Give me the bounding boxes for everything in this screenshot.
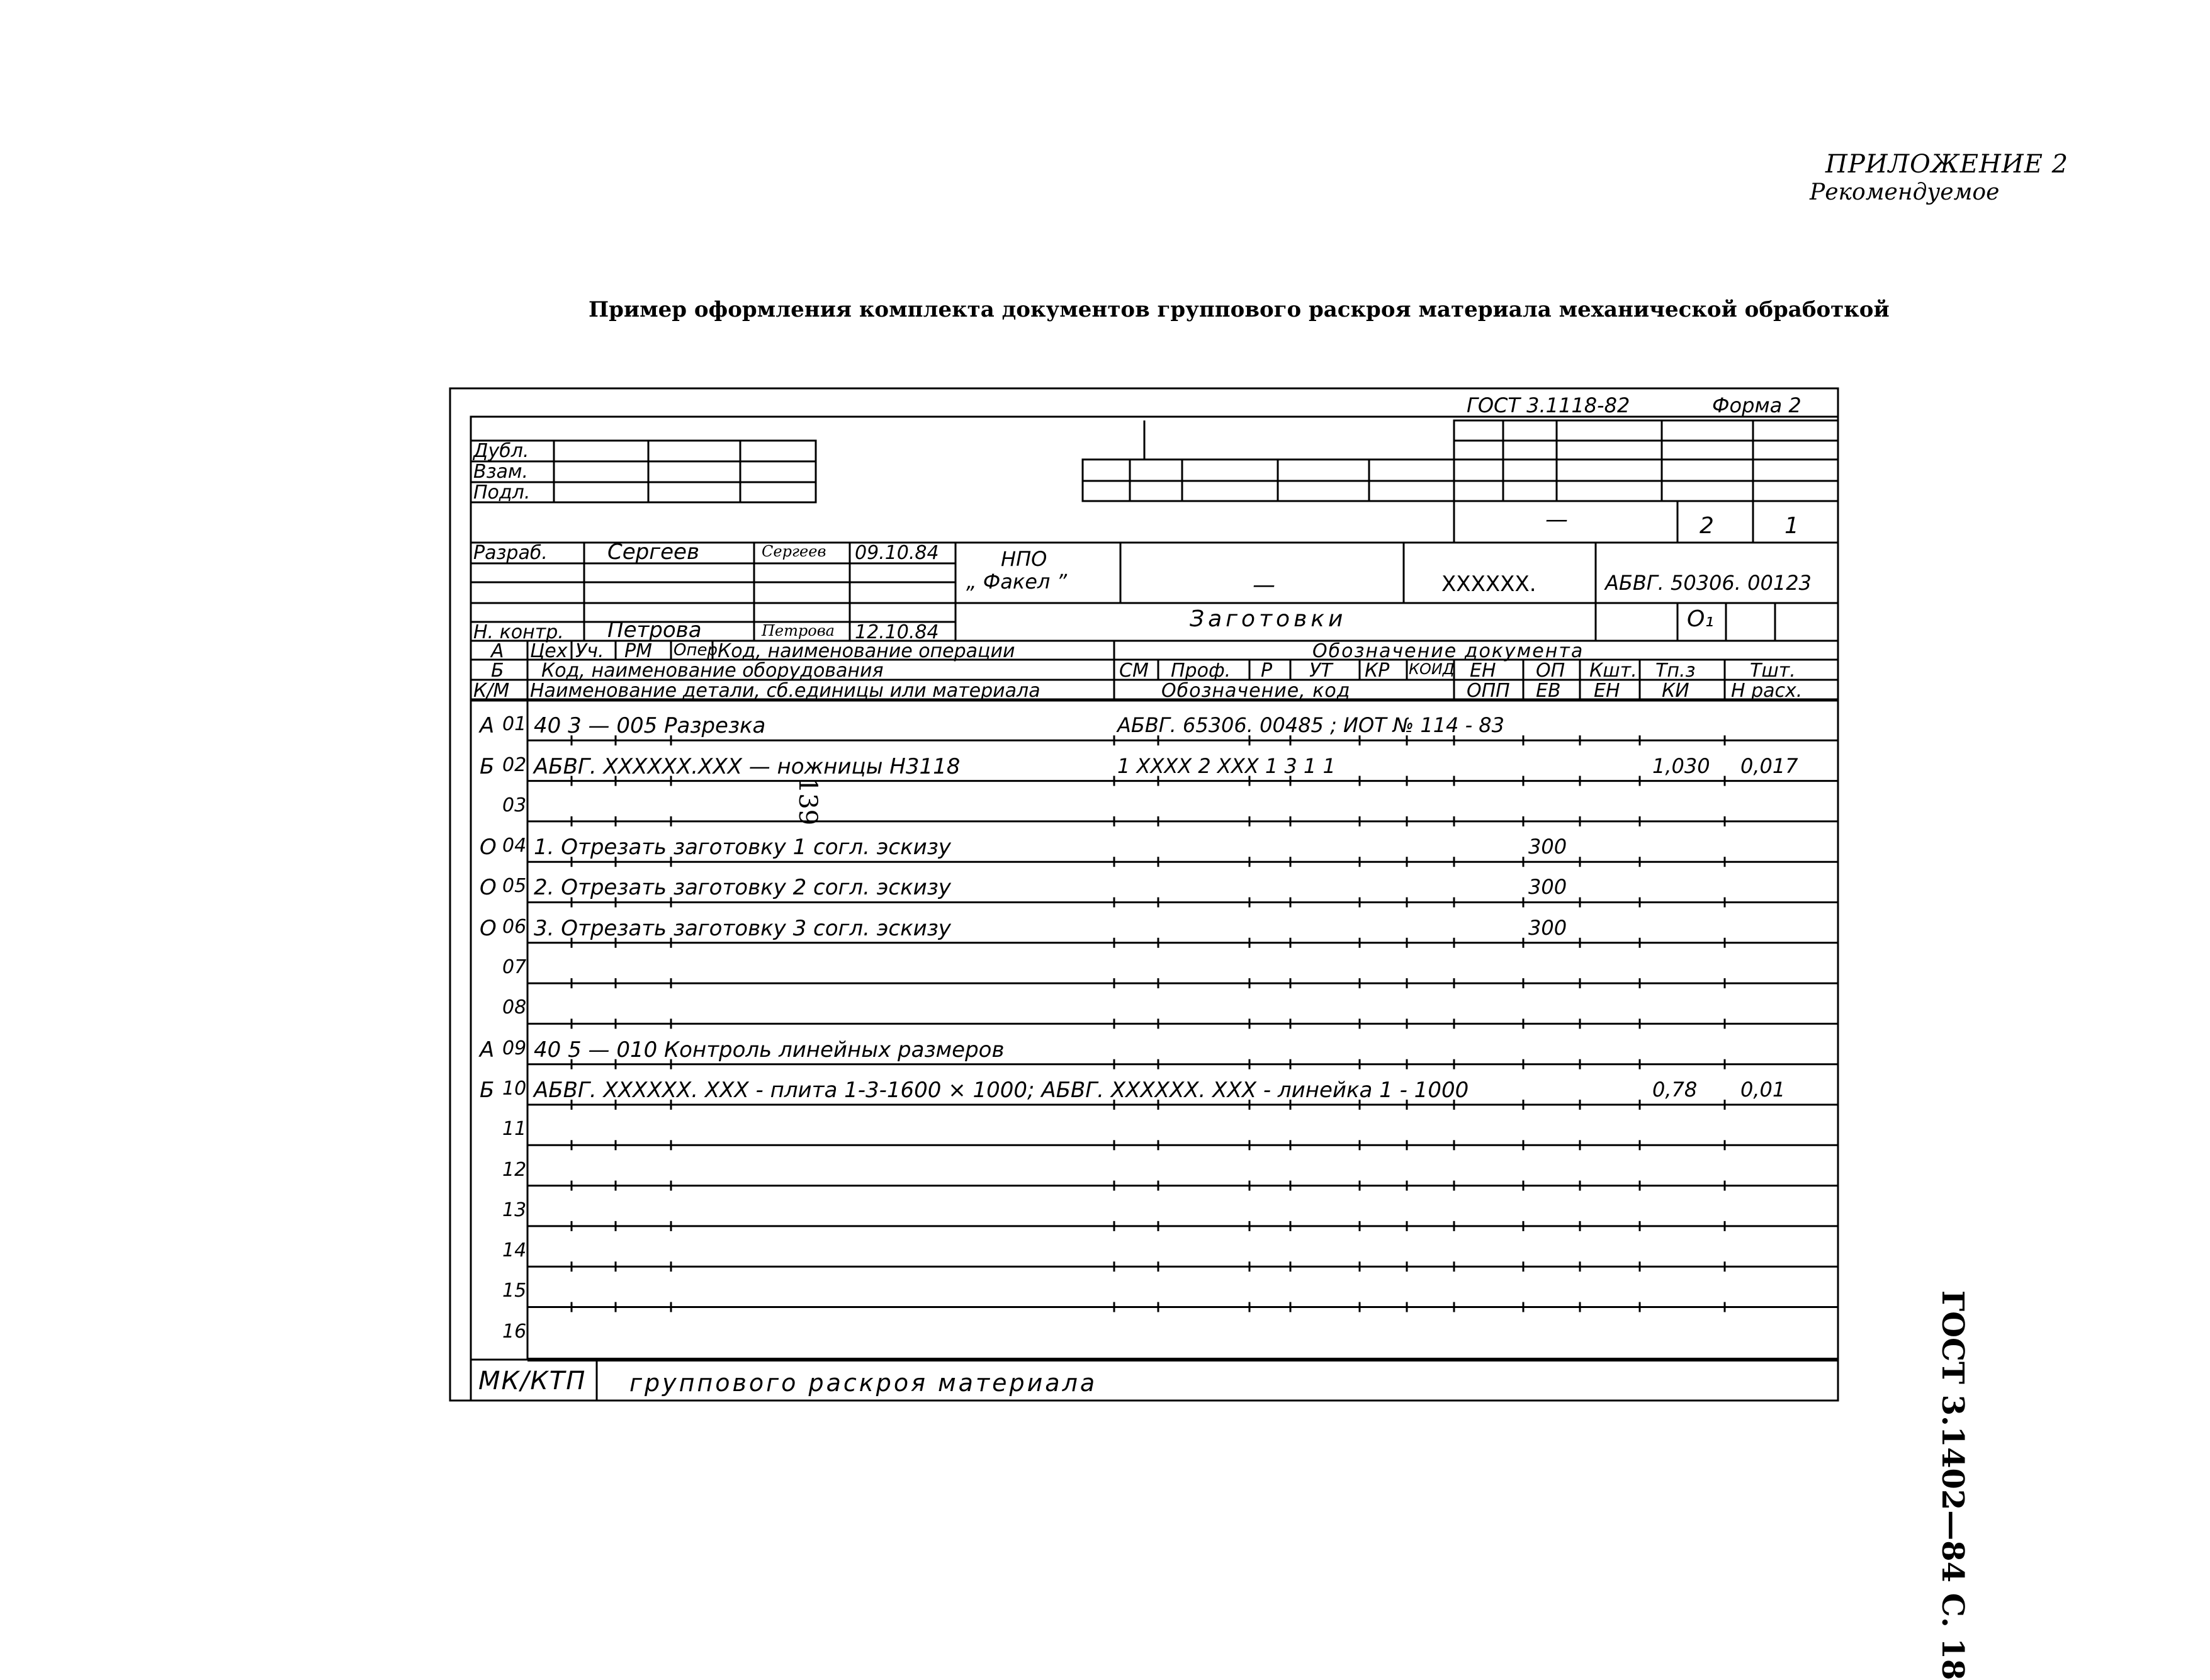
recommended-label: Рекомендуемое	[1810, 179, 2000, 205]
document-name: Заготовки	[1190, 606, 1347, 632]
row-prefix: Б	[480, 753, 495, 779]
row-number: 14	[502, 1239, 527, 1262]
h-uch: Уч.	[575, 640, 604, 662]
table-row	[0, 700, 2210, 740]
row-number: 10	[502, 1077, 527, 1100]
h-kr: КР	[1365, 660, 1390, 682]
row-number: 13	[502, 1198, 527, 1221]
h-ut: УТ	[1309, 660, 1333, 682]
razrab-signature: Сергеев	[762, 543, 826, 560]
row-text: АБВГ. XXXXXX. XXX - плита 1-3-1600 × 1000; АБВГ. XXXXXX. XXX - линейка 1 - 1000	[534, 1077, 1469, 1103]
h-designation-code: Обозначение, код	[1161, 680, 1351, 702]
dash-top: —	[1545, 507, 1568, 533]
row-number: 06	[502, 915, 527, 938]
row-tsht: 0,017	[1740, 753, 1798, 778]
table-row	[0, 983, 2210, 1023]
h-opp: ОПП	[1467, 680, 1510, 702]
h-rm: РМ	[624, 640, 652, 662]
h-op: ОП	[1536, 660, 1565, 682]
row-prefix: О	[480, 915, 497, 941]
razrab-date: 09.10.84	[855, 542, 939, 564]
h-ceh: Цех	[530, 640, 568, 662]
podl-label: Подл.	[473, 482, 531, 504]
page-title: Пример оформления комплекта документов группового раскроя материала механической обработкой	[589, 297, 1890, 322]
vzam-label: Взам.	[473, 461, 529, 483]
table-row	[0, 821, 2210, 862]
footer-label: МК/КТП	[478, 1367, 587, 1395]
top-middle-block	[1083, 420, 1454, 501]
row-number: 11	[502, 1118, 527, 1141]
h-ksht: Кшт.	[1589, 660, 1637, 682]
table-row	[0, 1186, 2210, 1226]
row-number: 03	[502, 794, 527, 816]
nkontr-name: Петрова	[607, 617, 702, 643]
table-row	[0, 1307, 2210, 1348]
row-prefix: Б	[480, 1077, 495, 1103]
h-ki: КИ	[1662, 680, 1689, 702]
footer-text: группового раскроя материала	[629, 1369, 1098, 1397]
razrab-name: Сергеев	[607, 539, 699, 565]
table-row	[0, 781, 2210, 821]
h-doc-designation: Обозначение документа	[1312, 640, 1584, 662]
forma-label: Форма 2	[1712, 393, 1801, 417]
row-number: 01	[502, 713, 527, 736]
col-b-label: Б	[491, 660, 504, 682]
row-number: 07	[502, 956, 527, 979]
row-number: 04	[502, 835, 527, 857]
row-op: 300	[1528, 915, 1567, 940]
row-text: 3. Отрезать заготовку 3 согл. эскизу	[534, 915, 951, 941]
h-oper-name: Код, наименование операции	[718, 640, 1015, 662]
sheets-total: 2	[1700, 513, 1714, 539]
document-code: О₁	[1687, 606, 1714, 632]
h-nrash: Н расх.	[1731, 680, 1803, 702]
col-a-label: А	[491, 640, 504, 662]
h-sm: СМ	[1119, 660, 1149, 682]
row-number: 15	[502, 1280, 527, 1302]
row-prefix: О	[480, 875, 497, 901]
code-primary: XXXXXX.	[1441, 572, 1536, 597]
razrab-label: Разраб.	[473, 542, 548, 564]
dubl-label: Дубл.	[473, 440, 529, 462]
side-gost-label: ГОСТ 3.1402—84 С. 18	[1935, 1290, 1970, 1680]
row-text: 40 3 — 005 Разрезка	[534, 713, 766, 739]
row-op: 300	[1528, 835, 1567, 859]
row-text: 1. Отрезать заготовку 1 согл. эскизу	[534, 835, 951, 860]
nkontr-date: 12.10.84	[855, 621, 939, 643]
top-right-block	[1454, 420, 1838, 543]
h-equipment: Код, наименование оборудования	[541, 660, 884, 682]
h-tpz: Тп.з	[1655, 660, 1696, 682]
row-tsht: 0,01	[1740, 1077, 1786, 1102]
sheet-number: 1	[1784, 513, 1799, 539]
h-tsht: Тшт.	[1750, 660, 1796, 682]
row-text: 2. Отрезать заготовку 2 согл. эскизу	[534, 875, 951, 901]
h-oper: Опер.	[674, 641, 723, 660]
row-right: 1 XXXX 2 XXX 1 3 1 1	[1117, 753, 1336, 778]
h-en2: ЕН	[1594, 680, 1620, 702]
gost-label: ГОСТ 3.1118-82	[1467, 393, 1630, 417]
row-prefix: А	[480, 713, 495, 739]
row-number: 02	[502, 753, 527, 776]
code-secondary: АБВГ. 50306. 00123	[1605, 571, 1812, 595]
h-ev: ЕВ	[1536, 680, 1561, 702]
h-prof: Проф.	[1171, 660, 1231, 682]
h-koid: КОИД	[1409, 660, 1455, 678]
table-row	[0, 1105, 2210, 1145]
row-prefix: А	[480, 1037, 495, 1063]
table-row	[0, 903, 2210, 943]
row-tpz: 0,78	[1652, 1077, 1698, 1102]
table-row	[0, 740, 2210, 781]
row-number: 05	[502, 875, 527, 898]
page-number: 139	[793, 777, 823, 826]
table-row	[0, 862, 2210, 902]
row-text: 40 5 — 010 Контроль линейных размеров	[534, 1037, 1005, 1063]
appendix-label: ПРИЛОЖЕНИЕ 2	[1825, 150, 2069, 179]
row-number: 08	[502, 996, 527, 1019]
col-km-label: К/М	[473, 680, 510, 702]
row-tpz: 1,030	[1652, 753, 1710, 778]
table-row	[0, 1064, 2210, 1105]
table-row	[0, 1226, 2210, 1266]
row-number: 09	[502, 1037, 527, 1059]
dash-mid: —	[1253, 572, 1275, 598]
h-detail: Наименование детали, сб.единицы или материала	[530, 680, 1040, 702]
row-number: 16	[502, 1320, 527, 1343]
table-row	[0, 943, 2210, 983]
row-right: АБВГ. 65306. 00485 ; ИОТ № 114 - 83	[1117, 713, 1505, 738]
org-label: НПО	[1001, 547, 1047, 571]
table-row	[0, 1145, 2210, 1185]
row-prefix: О	[480, 835, 497, 860]
table-row	[0, 1266, 2210, 1307]
nkontr-signature: Петрова	[762, 622, 835, 640]
row-text: АБВГ. XXXXXX.XXX — ножницы Н3118	[534, 753, 961, 779]
h-en: ЕН	[1470, 660, 1496, 682]
row-number: 12	[502, 1158, 527, 1181]
row-op: 300	[1528, 875, 1567, 899]
table-row	[0, 1023, 2210, 1064]
org-name: „ Факел ”	[966, 570, 1068, 594]
h-r: Р	[1261, 660, 1273, 682]
nkontr-label: Н. контр.	[473, 621, 564, 643]
